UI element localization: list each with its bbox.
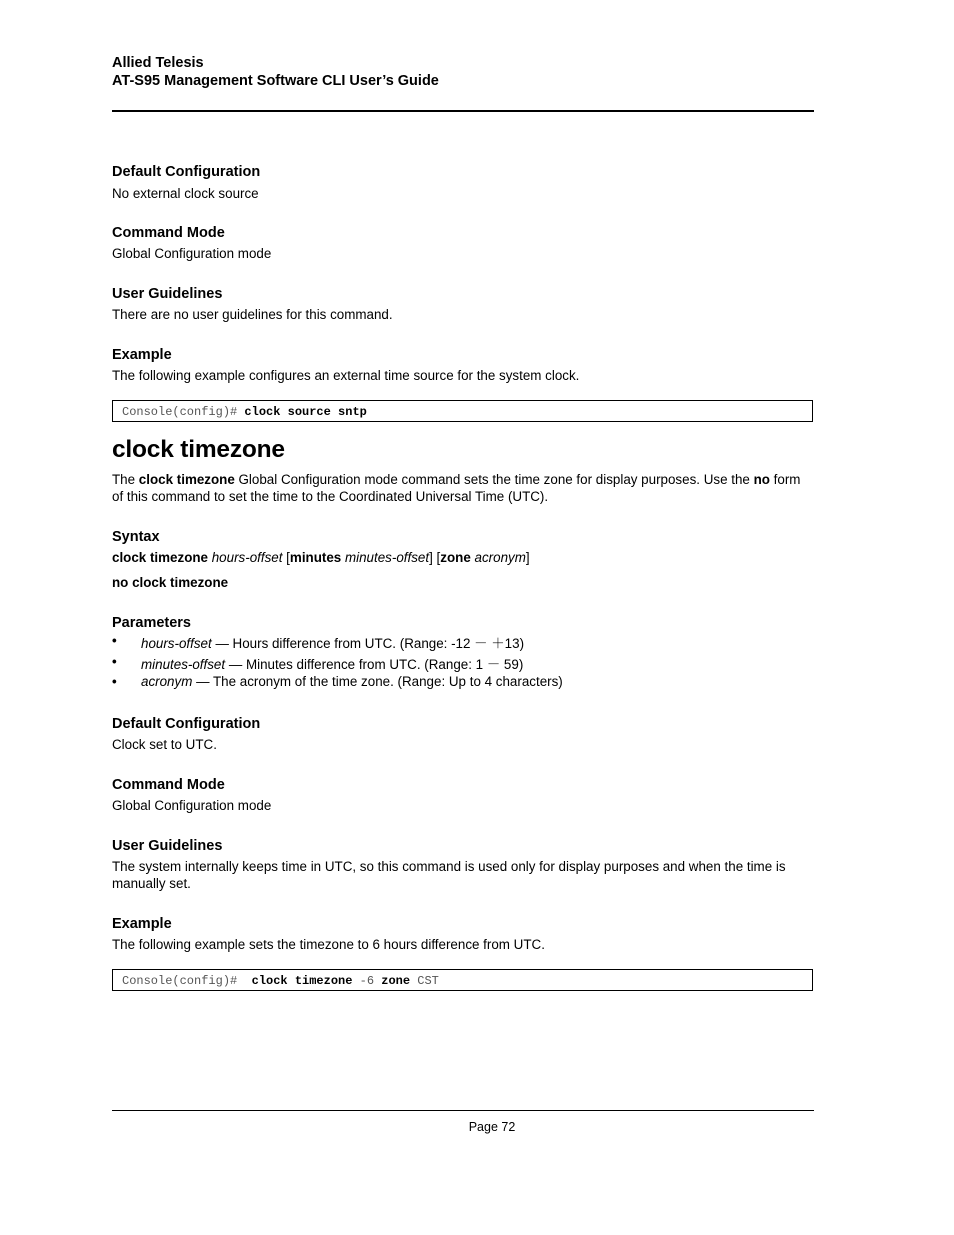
header-guide-title: AT-S95 Management Software CLI User’s Guide — [112, 73, 439, 89]
user-guidelines-text: There are no user guidelines for this command. — [112, 307, 393, 322]
command-title: clock timezone — [112, 436, 285, 463]
example-text: The following example configures an external time source for the system clock. — [112, 368, 580, 383]
example-heading: Example — [112, 916, 172, 932]
user-guidelines-heading: User Guidelines — [112, 838, 223, 854]
command-description: The clock timezone Global Configuration mode command sets the time zone for display purposes. Use the no form of this command to set the time to the Coordinated Universal Time (UTC). — [112, 472, 801, 504]
example-text: The following example sets the timezone to 6 hours difference from UTC. — [112, 937, 545, 952]
code-prompt: Console(config)# — [122, 974, 245, 988]
user-guidelines-heading: User Guidelines — [112, 286, 223, 302]
header-rule — [112, 110, 814, 112]
default-config-text: Clock set to UTC. — [112, 737, 217, 752]
command-mode-heading: Command Mode — [112, 225, 225, 241]
command-mode-heading: Command Mode — [112, 777, 225, 793]
example-heading: Example — [112, 347, 172, 363]
syntax-heading: Syntax — [112, 529, 160, 545]
command-mode-text: Global Configuration mode — [112, 246, 272, 261]
default-config-heading: Default Configuration — [112, 164, 261, 180]
parameters-heading: Parameters — [112, 615, 191, 631]
bullet-icon: • — [112, 633, 117, 648]
code-example-box — [112, 400, 813, 422]
default-config-heading: Default Configuration — [112, 716, 261, 732]
default-config-text: No external clock source — [112, 186, 259, 201]
syntax-line: clock timezone hours-offset [minutes minutes-offset] [zone acronym] — [112, 550, 530, 565]
command-mode-text: Global Configuration mode — [112, 798, 272, 813]
code-prompt: Console(config)# — [122, 405, 245, 419]
user-guidelines-text: The system internally keeps time in UTC, so this command is used only for display purposes and when the time is manually set. — [112, 859, 786, 891]
code-command: clock source sntp — [244, 405, 367, 419]
bullet-icon: • — [112, 674, 117, 690]
footer-rule — [112, 1110, 814, 1111]
bullet-icon: • — [112, 653, 117, 669]
page-number: Page 72 — [468, 1120, 516, 1134]
header-company: Allied Telesis — [112, 55, 204, 71]
syntax-no-form: no clock timezone — [112, 575, 229, 590]
code-example-box: Console(config)# clock timezone -6 zone CST — [112, 969, 813, 991]
